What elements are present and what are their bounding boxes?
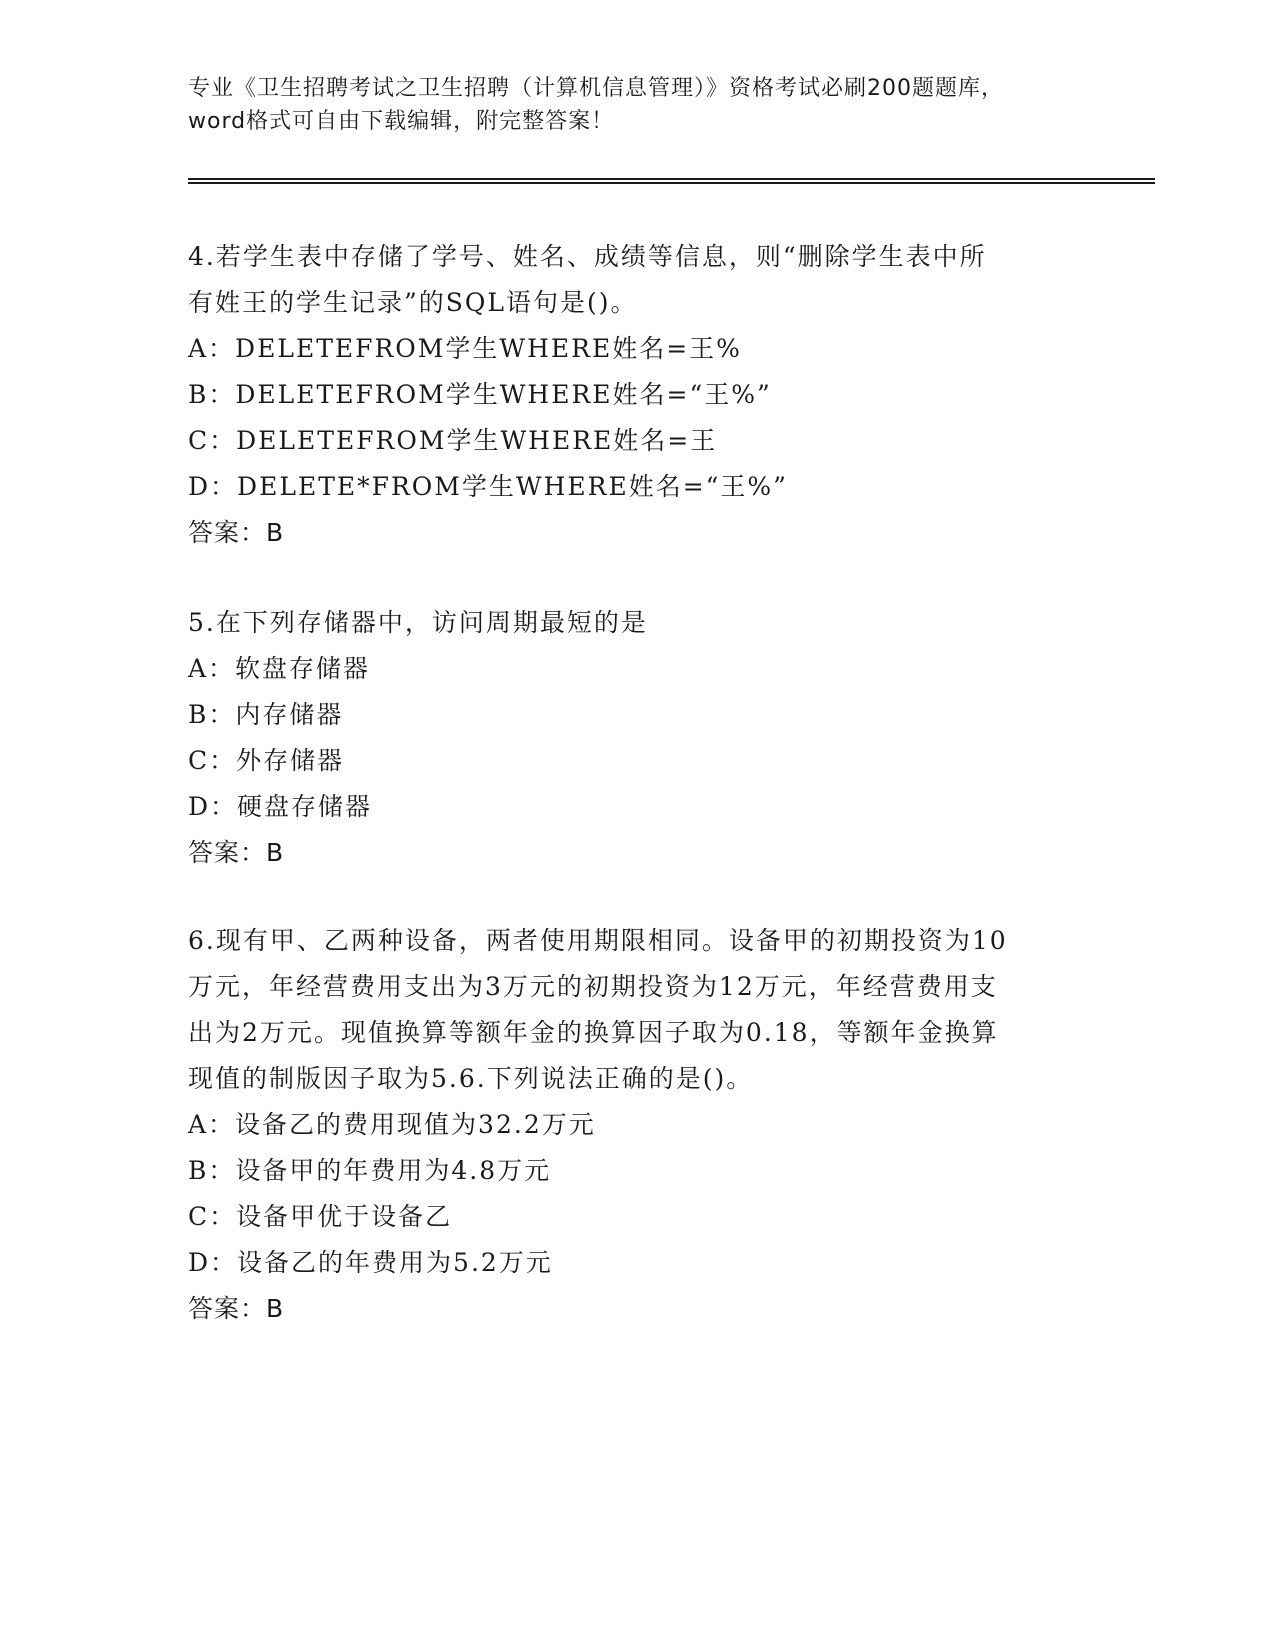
question-stem-line: 万元，年经营费用支出为3万元的初期投资为12万元，年经营费用支: [188, 972, 998, 1001]
document-header: [188, 72, 1088, 138]
header-divider: [188, 178, 1155, 184]
question-stem-line: 出为2万元。现值换算等额年金的换算因子取为0.18，等额年金换算: [188, 1018, 999, 1047]
option-c: C：DELETEFROM学生WHERE姓名=王: [188, 426, 718, 455]
option-a: A：软盘存储器: [188, 654, 371, 683]
answer: 答案：B: [188, 518, 285, 547]
question-5: [188, 600, 1088, 876]
answer: 答案：B: [188, 1294, 285, 1323]
question-stem-line: 有姓王的学生记录”的SQL语句是()。: [188, 288, 638, 317]
question-6: [188, 918, 1088, 1332]
question-stem-line: 5.在下列存储器中，访问周期最短的是: [188, 608, 648, 637]
option-c: C：外存储器: [188, 746, 345, 775]
option-d: D：设备乙的年费用为5.2万元: [188, 1248, 553, 1277]
option-a: A：DELETEFROM学生WHERE姓名=王%: [188, 334, 742, 363]
question-stem-line: 4.若学生表中存储了学号、姓名、成绩等信息，则“删除学生表中所: [188, 242, 987, 271]
option-d: D：DELETE*FROM学生WHERE姓名=“王%”: [188, 472, 788, 501]
option-d: D：硬盘存储器: [188, 792, 373, 821]
option-a: A：设备乙的费用现值为32.2万元: [188, 1110, 596, 1139]
option-c: C：设备甲优于设备乙: [188, 1202, 453, 1231]
header-line-2: word格式可自由下载编辑，附完整答案！: [188, 109, 615, 134]
option-b: B：设备甲的年费用为4.8万元: [188, 1156, 552, 1185]
header-line-1: 专业《卫生招聘考试之卫生招聘（计算机信息管理）》资格考试必刷200题题库，: [188, 76, 1004, 101]
question-4: [188, 234, 1088, 556]
question-stem-line: 6.现有甲、乙两种设备，两者使用期限相同。设备甲的初期投资为10: [188, 926, 1008, 955]
answer: 答案：B: [188, 838, 285, 867]
option-b: B：DELETEFROM学生WHERE姓名=“王%”: [188, 380, 772, 409]
option-b: B：内存储器: [188, 700, 344, 729]
question-stem-line: 现值的制版因子取为5.6.下列说法正确的是()。: [188, 1064, 754, 1093]
